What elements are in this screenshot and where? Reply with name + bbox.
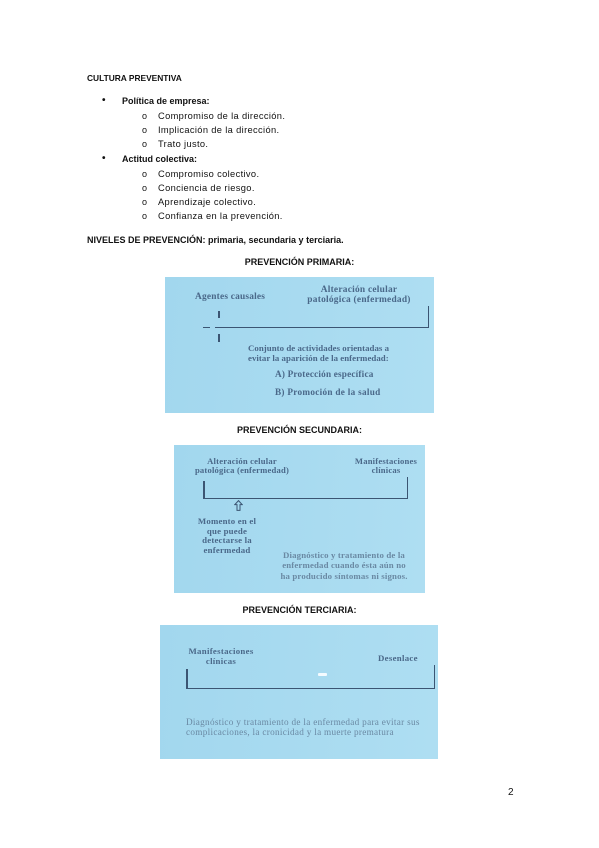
label-line: clínicas xyxy=(205,655,237,666)
bullet-marker: • xyxy=(102,153,106,164)
tertiary-prevention-slide xyxy=(160,625,438,759)
clinical-manifestations-label xyxy=(181,647,261,666)
page-number: 2 xyxy=(508,787,514,798)
sub-bullet-marker: o xyxy=(142,139,148,149)
secondary-prevention-title: PREVENCIÓN SECUNDARIA: xyxy=(236,425,362,435)
list-item: Conciencia de riesgo. xyxy=(158,183,255,193)
timeline-line xyxy=(215,327,429,329)
sub-bullet-marker: o xyxy=(142,211,148,221)
lower-marker-tick xyxy=(218,334,220,342)
timeline-start-tick xyxy=(203,481,205,499)
description-line: ha producido síntomas ni signos. xyxy=(280,570,408,581)
timeline-end-tick xyxy=(434,665,436,689)
sub-bullet-marker: o xyxy=(142,183,148,193)
timeline-start-tick xyxy=(186,669,188,689)
primary-prevention-slide xyxy=(165,277,434,413)
clinical-manifestations-label xyxy=(352,457,420,476)
list-item: Trato justo. xyxy=(158,139,209,149)
description-line: evitar la aparición de la enfermedad: xyxy=(248,353,389,363)
detection-moment-label xyxy=(187,517,267,555)
label-line: detectarse la xyxy=(202,535,252,546)
outcome-label: Desenlace xyxy=(378,653,418,663)
label-line: clínicas xyxy=(371,465,401,476)
timeline-start-dash xyxy=(203,327,210,329)
list-item: Compromiso de la dirección. xyxy=(158,111,286,121)
list-item: Implicación de la dirección. xyxy=(158,125,280,135)
health-promotion-option: B) Promoción de la salud xyxy=(275,387,381,397)
light-mark xyxy=(318,673,327,676)
label-line: Alteración celular xyxy=(207,456,277,466)
sub-bullet-marker: o xyxy=(142,111,148,121)
sub-bullet-marker: o xyxy=(142,125,148,135)
specific-protection-option: A) Protección específica xyxy=(275,369,374,379)
causal-agents-label: Agentes causales xyxy=(195,292,266,302)
secondary-prevention-slide xyxy=(174,445,425,593)
label-line: patológica (enfermedad) xyxy=(194,465,290,476)
description-line: Diagnóstico y tratamiento de la xyxy=(283,550,405,560)
label-line: Manifestaciones xyxy=(188,646,254,656)
cellular-alteration-label xyxy=(192,457,292,476)
description-line: complicaciones, la cronicidad y la muerte prematura xyxy=(186,727,394,737)
primary-prevention-title: PREVENCIÓN PRIMARIA: xyxy=(244,257,355,267)
list-item: Aprendizaje colectivo. xyxy=(158,197,257,207)
secondary-description xyxy=(267,550,421,581)
tertiary-prevention-title: PREVENCIÓN TERCIARIA: xyxy=(242,605,357,615)
timeline-line xyxy=(186,688,435,690)
label-line: patológica (enfermedad) xyxy=(307,295,411,305)
tertiary-description xyxy=(186,717,420,737)
description-line: Diagnóstico y tratamiento de la enfermedad para evitar sus xyxy=(186,717,420,727)
upper-marker-tick xyxy=(218,311,220,318)
list-item: Compromiso colectivo. xyxy=(158,169,260,179)
culture-heading: CULTURA PREVENTIVA xyxy=(87,73,182,83)
label-line: enfermedad xyxy=(203,544,251,555)
list-item: Confianza en la prevención. xyxy=(158,211,283,221)
timeline-end-tick xyxy=(428,306,430,328)
sub-bullet-marker: o xyxy=(142,169,148,179)
description-line: enfermedad cuando ésta aún no xyxy=(282,560,406,571)
label-line: Manifestaciones xyxy=(354,456,418,466)
prevention-levels-heading: NIVELES DE PREVENCIÓN: primaria, secundaria y terciaria. xyxy=(87,235,344,245)
timeline-line xyxy=(203,498,408,500)
company-policy-label: Política de empresa: xyxy=(122,96,210,106)
cellular-alteration-label xyxy=(289,285,429,305)
up-arrow-icon xyxy=(234,500,243,511)
description-line: Conjunto de actividades orientadas a xyxy=(248,343,390,353)
primary-description xyxy=(248,343,389,363)
bullet-marker: • xyxy=(102,95,106,106)
label-line: Alteración celular xyxy=(320,285,398,295)
timeline-end-tick xyxy=(407,477,409,499)
label-line: Momento en el xyxy=(197,516,257,526)
collective-attitude-label: Actitud colectiva: xyxy=(122,154,198,164)
label-line: que puede xyxy=(206,525,248,536)
sub-bullet-marker: o xyxy=(142,197,148,207)
